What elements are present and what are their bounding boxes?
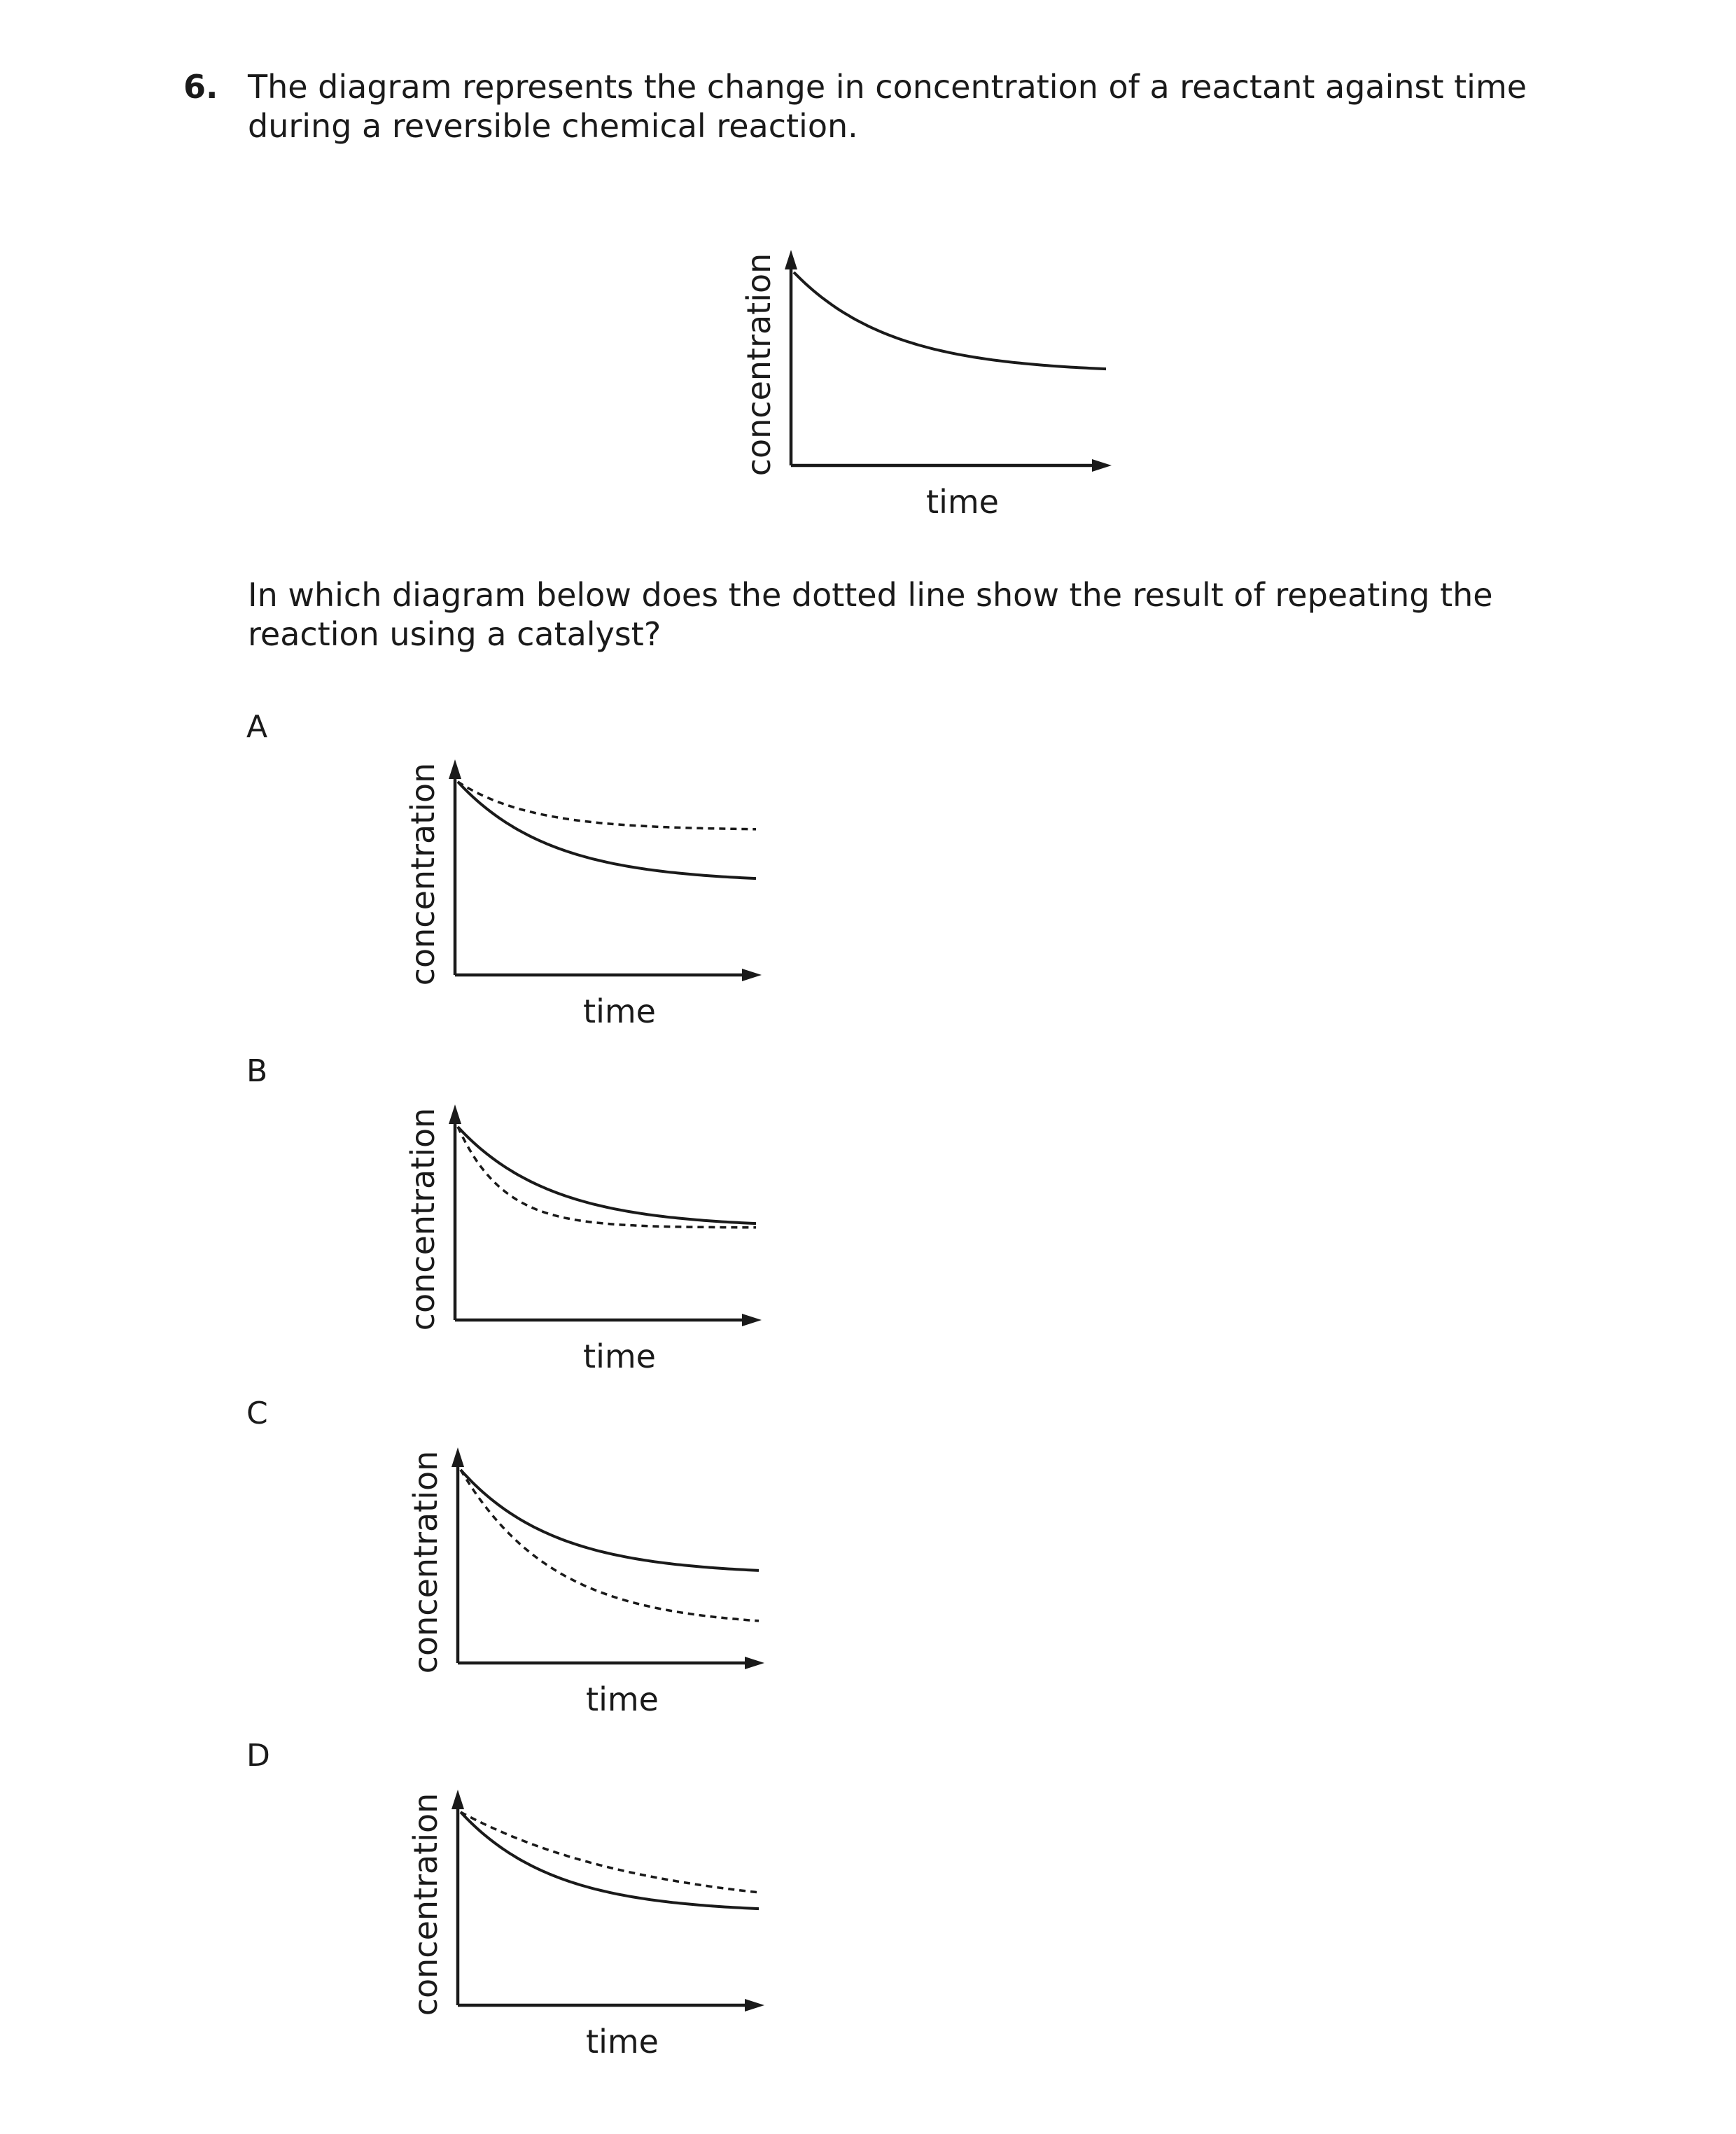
- reaction-solid-curve: [794, 272, 1106, 369]
- reaction-solid-curve: [461, 1470, 759, 1571]
- option-a-label: A: [246, 709, 268, 745]
- y-axis-arrow-icon: [449, 759, 461, 779]
- option-b-graph[interactable]: [371, 1045, 763, 1381]
- catalyst-dotted-curve: [461, 1812, 759, 1893]
- question-stem: The diagram represents the change in concentration of a reactant against time during a reversible chemical reaction.: [248, 68, 1527, 145]
- y-axis-label: concentration: [740, 253, 778, 477]
- question-number: 6.: [183, 68, 218, 106]
- option-c-label: C: [246, 1396, 268, 1431]
- reaction-solid-curve: [458, 1127, 756, 1223]
- option-b-label: B: [246, 1053, 268, 1089]
- y-axis-label: concentration: [404, 1107, 442, 1331]
- catalyst-dotted-curve: [458, 782, 756, 829]
- option-d-graph[interactable]: [374, 1730, 766, 2066]
- x-axis-arrow-icon: [1092, 459, 1112, 472]
- y-axis-label: concentration: [404, 762, 442, 986]
- x-axis-label: time: [926, 483, 999, 521]
- x-axis-arrow-icon: [745, 1999, 764, 2012]
- catalyst-dotted-curve: [461, 1470, 759, 1621]
- reaction-solid-curve: [458, 782, 756, 878]
- y-axis-arrow-icon: [451, 1790, 464, 1809]
- y-axis-label: concentration: [407, 1792, 444, 2016]
- y-axis-arrow-icon: [451, 1447, 464, 1467]
- option-a-graph[interactable]: [371, 700, 763, 1036]
- option-c-graph[interactable]: [374, 1388, 766, 1724]
- option-d-label: D: [246, 1738, 270, 1774]
- x-axis-label: time: [586, 1680, 659, 1718]
- y-axis-label: concentration: [407, 1450, 444, 1674]
- x-axis-label: time: [586, 2023, 659, 2061]
- catalyst-dotted-curve: [458, 1127, 756, 1228]
- question-prompt: In which diagram below does the dotted line show the result of repeating the reaction using a catalyst?: [248, 576, 1493, 653]
- x-axis-arrow-icon: [742, 969, 762, 981]
- x-axis-arrow-icon: [742, 1314, 762, 1326]
- y-axis-arrow-icon: [449, 1104, 461, 1124]
- reference-graph: [721, 196, 1141, 532]
- y-axis-arrow-icon: [785, 250, 797, 269]
- x-axis-label: time: [583, 1338, 656, 1375]
- reaction-solid-curve: [461, 1812, 759, 1909]
- x-axis-arrow-icon: [745, 1657, 764, 1669]
- x-axis-label: time: [583, 992, 656, 1030]
